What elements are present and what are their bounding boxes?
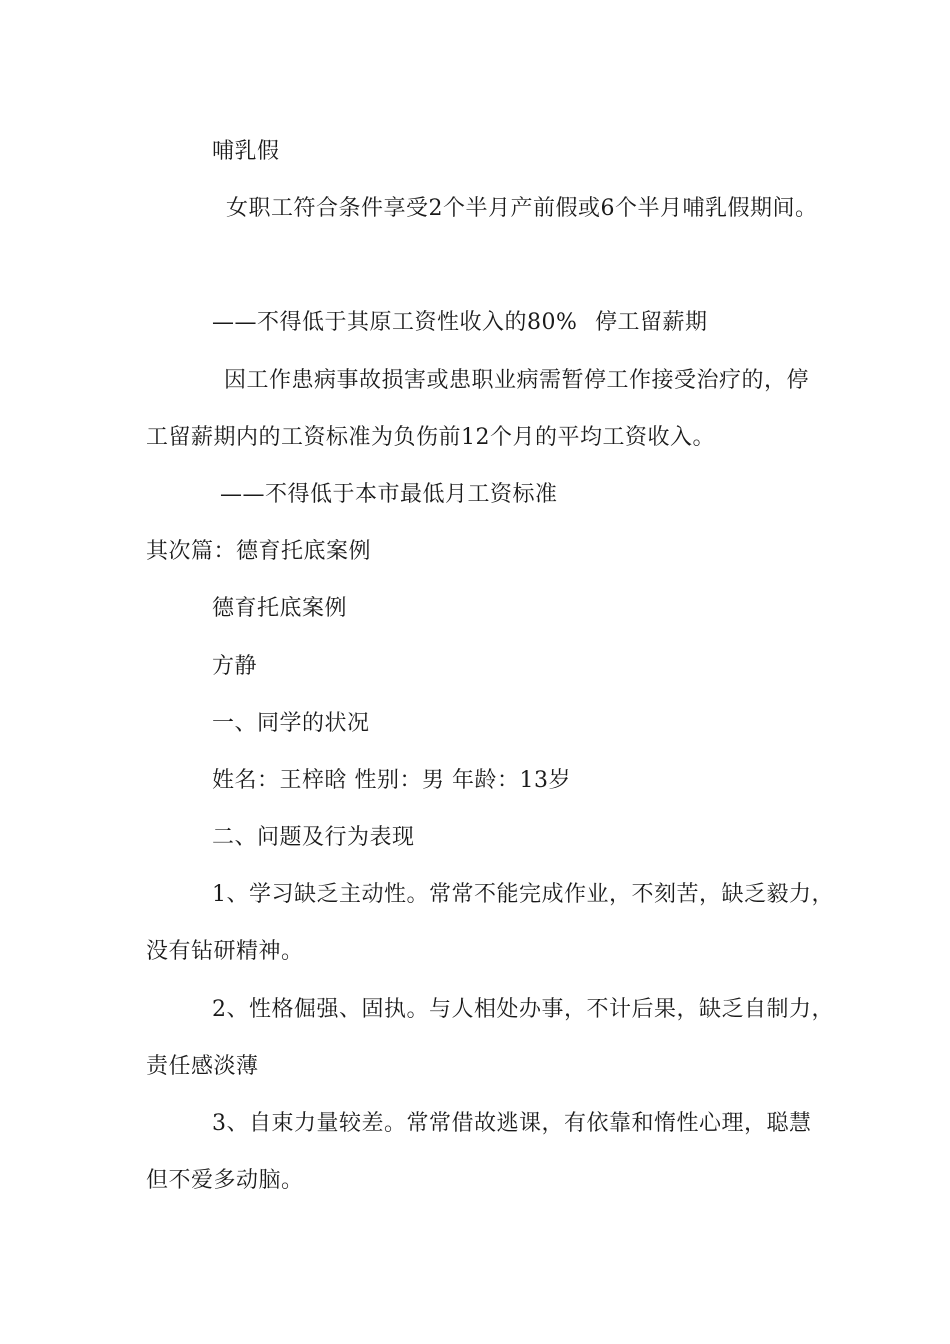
chapter-title: 其次篇：德育托底案例: [146, 539, 372, 564]
problem-2-line-1: 2、性格倔强、固执。与人相处办事，不计后果，缺乏自制力，: [212, 997, 834, 1022]
paragraph-paid-leave-line-1: 因工作患病事故损害或患职业病需暂停工作接受治疗的，停: [224, 368, 810, 393]
paragraph-nursing-leave: 女职工符合条件享受2个半月产前假或6个半月哺乳假期间。: [226, 196, 818, 221]
section-heading-nursing-leave: 哺乳假: [212, 139, 280, 164]
section-heading-paid-leave: 停工留薪期: [595, 310, 708, 335]
paragraph-paid-leave-line-2: 工留薪期内的工资标准为负伤前12个月的平均工资收入。: [146, 425, 715, 450]
case-title: 德育托底案例: [212, 596, 348, 621]
rule-min-wage: ——不得低于本市最低月工资标准: [220, 482, 558, 507]
problem-3-line-2: 但不爱多动脑。: [146, 1168, 304, 1193]
problem-3-line-1: 3、自束力量较差。常常借故逃课，有依靠和惰性心理，聪慧: [212, 1111, 812, 1136]
problem-1-line-1: 1、学习缺乏主动性。常常不能完成作业，不刻苦，缺乏毅力，: [212, 882, 834, 907]
problem-1-line-2: 没有钻研精神。: [146, 939, 304, 964]
problem-2-line-2: 责任感淡薄: [146, 1054, 259, 1079]
section-heading-student: 一、同学的状况: [212, 711, 370, 736]
student-info: 姓名：王梓晗 性别：男 年龄：13岁: [212, 768, 571, 793]
rule-min-80-percent: ——不得低于其原工资性收入的80%: [212, 310, 578, 335]
section-heading-problems: 二、问题及行为表现: [212, 825, 415, 850]
author-name: 方静: [212, 654, 258, 679]
